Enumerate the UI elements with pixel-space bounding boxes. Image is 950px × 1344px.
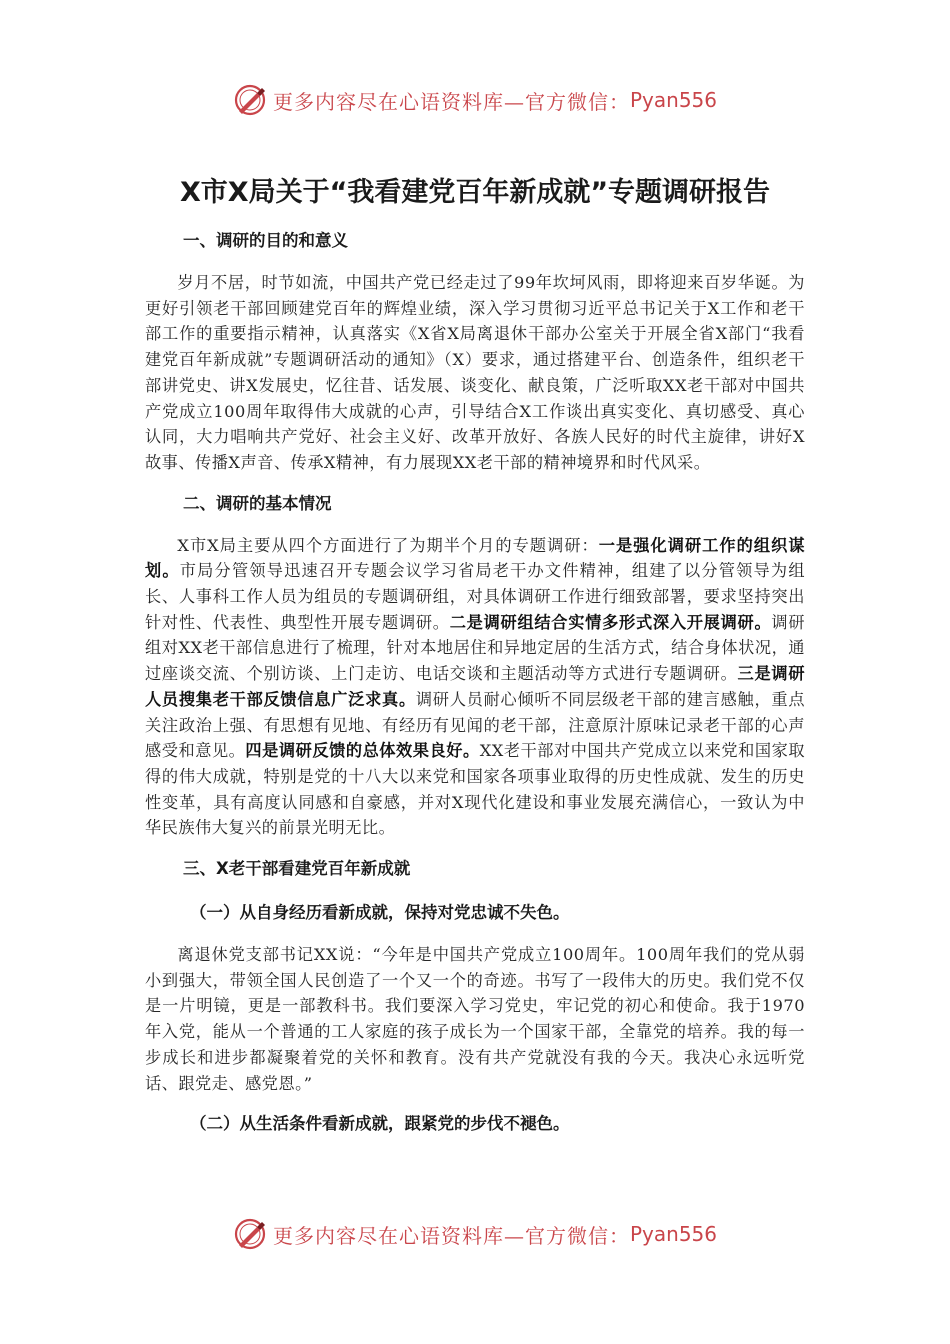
- section-3-subheading-1: （一）从自身经历看新成就，保持对党忠诚不失色。: [190, 903, 570, 923]
- banner-wechat-id: Pyan556: [629, 88, 717, 112]
- s2-bold-2: 二是调研组结合实情多形式深入开展调研。: [449, 612, 772, 632]
- s2-text-3: 调研组对XX老干部信息进行了梳理，针对本地居住和异地定居的生活方式，结合身体状况，通过座谈交流、个别访谈、上门走访、电话交谈和主题活动等方式进行专题调研。: [145, 612, 806, 684]
- section-3-subheading-2: （二）从生活条件看新成就，跟紧党的步伐不褪色。: [190, 1114, 570, 1134]
- banner-text: 更多内容尽在心语资料库—官方微信：: [272, 1223, 630, 1248]
- s2-text-4: 调研人员耐心倾听不同层级老干部的建言感触，重点关注政治上强、有思想有见地、有经历有见闻的老干部，注意原汁原味记录老干部的心声感受和意见。: [145, 689, 806, 761]
- section-3-heading: 三、X老干部看建党百年新成就: [183, 859, 411, 879]
- s2-bold-3: 三是调研人员搜集老干部反馈信息广泛求真。: [145, 664, 806, 709]
- section-2-heading: 二、调研的基本情况: [183, 493, 332, 513]
- section-3-paragraph: 离退休党支部书记XX说：“今年是中国共产党成立100周年。100周年我们的党从弱小到强大，带领全国人民创造了一个又一个的奇迹。书写了一段伟大的历史。我们党不仅是一片明镜，更是一部教科书。我们要深入学习党史，牢记党的初心和使命。我于1970年入党，能从一个普通的工人家庭的孩子成长为一个国家干部，全靠党的培养。我的每一步成长和进步都凝聚着党的关怀和教育。没有共产党就没有我的今天。我决心永远听党话、跟党走、感党恩。”: [145, 945, 805, 1093]
- s2-bold-1: 一是强化调研工作的组织谋划。: [145, 535, 806, 581]
- header-banner: [0, 78, 950, 122]
- section-1-heading: 一、调研的目的和意义: [183, 231, 348, 250]
- footer-banner: [0, 1212, 950, 1256]
- s2-text-5: XX老干部对中国共产党成立以来党和国家取得的伟大成就，特别是党的十八大以来党和国家各项事业取得的历史性成就、发生的历史性变革，具有高度认同感和自豪感，并对X现代化建设和事业发展充满信心，一致认为中华民族伟大复兴的前景光明无比。: [145, 741, 806, 838]
- s2-text-1: X市X局主要从四个方面进行了为期半个月的专题调研：: [177, 535, 599, 555]
- s2-text-2: 市局分管领导迅速召开专题会议学习省局老干办文件精神，组建了以分管领导为组长、人事科工作人员为组员的专题调研组，对具体调研工作进行细致部署，要求坚持突出针对性、代表性、典型性开展专题调研。: [145, 561, 806, 632]
- section-1-paragraph: 岁月不居，时节如流，中国共产党已经走过了99年坎坷风雨，即将迎来百岁华诞。为更好引领老干部回顾建党百年的辉煌业绩，深入学习贯彻习近平总书记关于X工作和老干部工作的重要指示精神，认真落实《X省X局离退休干部办公室关于开展全省X部门“我看建党百年新成就”专题调研活动的通知》（X）要求，通过搭建平台、创造条件，组织老干部讲党史、讲X发展史，忆往昔、话发展、谈变化、献良策，广泛听取XX老干部对中国共产党成立100周年取得伟大成就的心声，引导结合X工作谈出真实变化、真切感受、真心认同，大力唱响共产党好、社会主义好、改革开放好、各族人民好的时代主旋律，讲好X故事、传播X声音、传承X精神，有力展现XX老干部的精神境界和时代风采。: [145, 273, 805, 472]
- section-2-paragraph: [145, 533, 805, 841]
- pen-logo-icon: [233, 1217, 267, 1251]
- document-body: [145, 226, 805, 1139]
- banner-wechat-id: Pyan556: [629, 1222, 717, 1246]
- s2-bold-4: 四是调研反馈的总体效果良好。: [245, 741, 480, 761]
- document-title: X市X局关于“我看建党百年新成就”专题调研报告: [179, 177, 771, 208]
- banner-text: 更多内容尽在心语资料库—官方微信：: [272, 89, 630, 114]
- pen-logo-icon: [233, 83, 267, 117]
